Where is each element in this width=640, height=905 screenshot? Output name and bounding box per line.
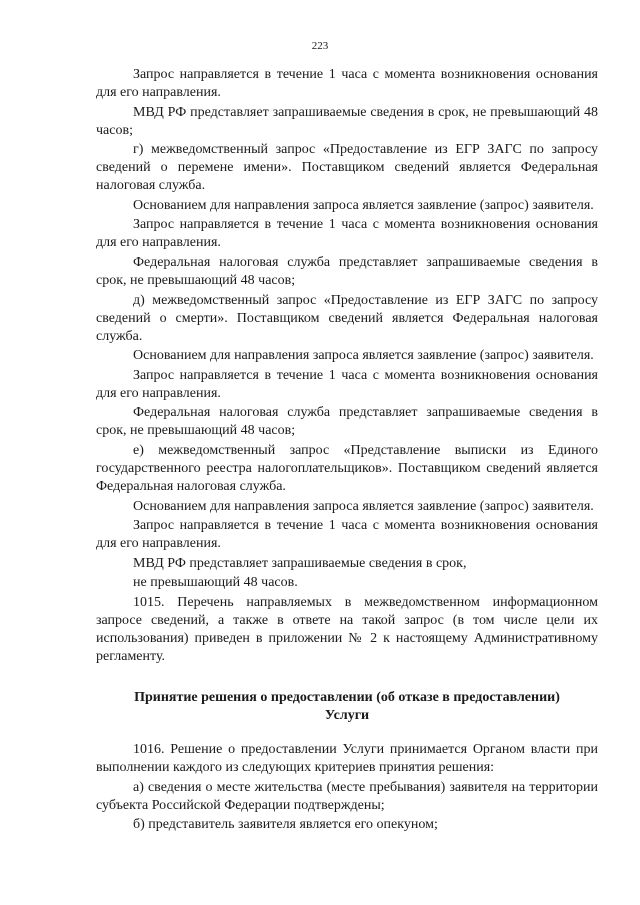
paragraph: 1016. Решение о предоставлении Услуги принимается Органом власти при выполнении каждого из следующих критериев принятия решения: <box>96 741 598 775</box>
paragraph: б) представитель заявителя является его опекуном; <box>133 817 438 833</box>
section-heading-line: Принятие решения о предоставлении (об отказе в предоставлении) <box>134 689 560 705</box>
section-heading-line: Услуги <box>324 707 370 723</box>
paragraph: е) межведомственный запрос «Представление выписки из Единого государственного реестра налогоплательщиков». Поставщиком сведений является Федеральная налоговая служба. <box>96 442 598 494</box>
paragraph: Федеральная налоговая служба представляет запрашиваемые сведения в срок, не превышающий 48 часов; <box>96 405 598 439</box>
paragraph: Запрос направляется в течение 1 часа с момента возникновения основания для его направления. <box>96 518 598 552</box>
paragraph: Запрос направляется в течение 1 часа с момента возникновения основания для его направления. <box>96 367 598 401</box>
paragraph: а) сведения о месте жительства (месте пребывания) заявителя на территории субъекта Российской Федерации подтверждены; <box>96 779 598 813</box>
paragraph: Запрос направляется в течение 1 часа с момента возникновения основания для его направления. <box>96 67 598 100</box>
section-heading <box>96 689 598 725</box>
paragraph: МВД РФ представляет запрашиваемые сведения в срок, не превышающий 48 часов; <box>96 104 598 138</box>
paragraph: д) межведомственный запрос «Предоставление из ЕГР ЗАГС по запросу сведений о смерти». Поставщиком сведений является Федеральная налоговая служба. <box>96 292 598 344</box>
paragraph: МВД РФ представляет запрашиваемые сведения в срок, <box>133 555 467 571</box>
paragraph: г) межведомственный запрос «Предоставление из ЕГР ЗАГС по запросу сведений о перемене имени». Поставщиком сведений является Федеральная налоговая служба. <box>96 142 598 194</box>
paragraph: Основанием для направления запроса является заявление (запрос) заявителя. <box>133 498 594 514</box>
paragraph: Основанием для направления запроса является заявление (запрос) заявителя. <box>133 197 594 213</box>
paragraph: Запрос направляется в течение 1 часа с момента возникновения основания для его направления. <box>96 217 598 251</box>
page-number: 223 <box>311 40 329 52</box>
paragraph: Основанием для направления запроса является заявление (запрос) заявителя. <box>133 348 594 364</box>
paragraph: Федеральная налоговая служба представляет запрашиваемые сведения в срок, не превышающий 48 часов; <box>96 254 598 288</box>
paragraph: 1015. Перечень направляемых в межведомственном информационном запросе сведений, а также в ответе на такой запрос (в том числе цели их использования) приведен в приложении № 2 к настоящему Административному регламенту. <box>96 594 598 664</box>
document-body <box>96 66 598 836</box>
paragraph: не превышающий 48 часов. <box>133 575 298 591</box>
